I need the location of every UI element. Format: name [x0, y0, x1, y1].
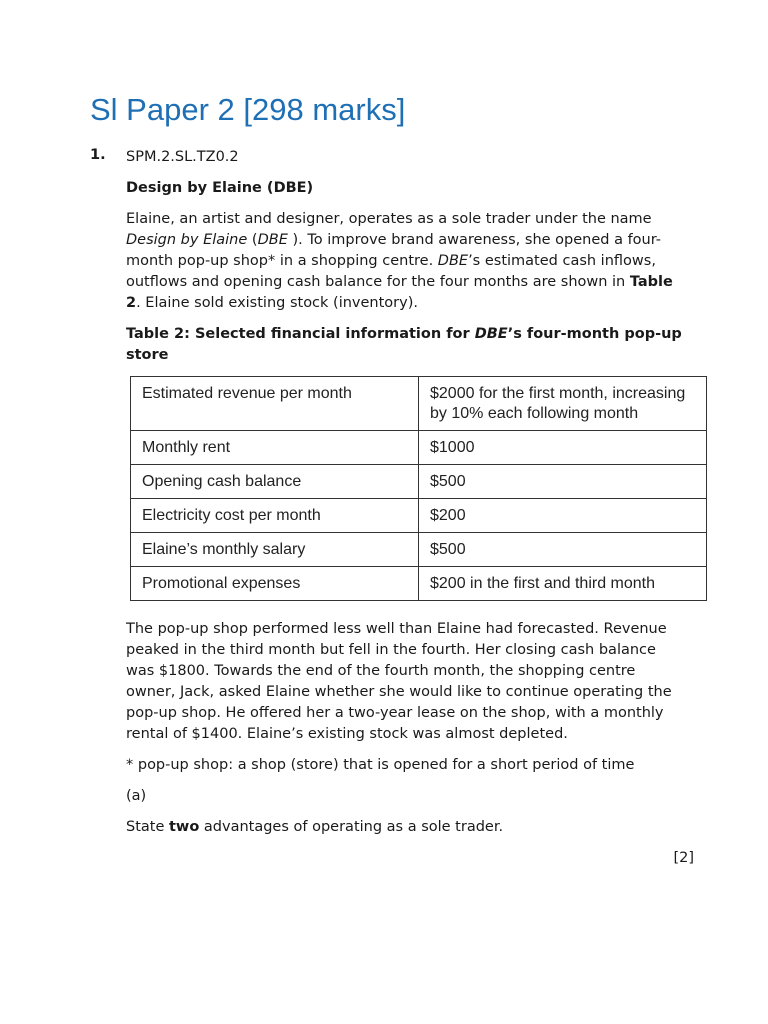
footnote: * pop-up shop: a shop (store) that is opened for a short period of time — [126, 757, 635, 773]
intro-paragraph — [126, 209, 686, 314]
page-title: Sl Paper 2 [298 marks] — [90, 92, 406, 127]
row-label: Opening cash balance — [131, 465, 419, 499]
table-row — [131, 533, 707, 567]
intro-text: ’s estimated cash inflows, outflows and opening cash balance for the four months are shown in — [126, 253, 656, 290]
part-label: (a) — [126, 788, 147, 804]
part-text: advantages of operating as a sole trader. — [199, 819, 504, 835]
table-row — [131, 431, 707, 465]
row-value: $200 — [419, 499, 707, 533]
table-row — [131, 499, 707, 533]
row-value: $500 — [419, 465, 707, 499]
row-value: $500 — [419, 533, 707, 567]
financial-info-table — [130, 376, 707, 601]
intro-text: ). To improve brand awareness, she opened a four-month pop-up shop* in a shopping centre. — [126, 232, 662, 269]
intro-text: ( — [247, 232, 258, 248]
row-value: $200 in the first and third month — [419, 567, 707, 601]
row-label: Estimated revenue per month — [131, 377, 419, 431]
body-paragraph: The pop-up shop performed less well than Elaine had forecasted. Revenue peaked in the third month but fell in the fourth. Her closing cash balance was $1800. Towards the end of the fourth month, the shopping centre owner, Jack, asked Elaine whether she would like to continue operating the pop-up shop. He offered her a two-year lease on the shop, with a monthly rental of $1400. Elaine’s existing stock was almost depleted. — [126, 621, 672, 742]
row-label: Monthly rent — [131, 431, 419, 465]
question-number: 1. — [90, 147, 106, 163]
caption-abbr: DBE — [474, 326, 508, 342]
intro-text: . Elaine sold existing stock (inventory). — [136, 295, 418, 311]
question-code: SPM.2.SL.TZ0.2 — [126, 149, 239, 165]
part-emphasis: two — [169, 819, 200, 835]
row-label: Elaine’s monthly salary — [131, 533, 419, 567]
business-abbr: DBE — [437, 253, 469, 269]
table-reference: Table 2 — [126, 274, 673, 311]
row-label: Electricity cost per month — [131, 499, 419, 533]
marks-allocation: [2] — [673, 850, 694, 866]
row-value: $1000 — [419, 431, 707, 465]
caption-text: Table 2: Selected financial information for — [126, 326, 475, 342]
question-content — [126, 147, 694, 869]
row-label: Promotional expenses — [131, 567, 419, 601]
table-row — [131, 567, 707, 601]
part-question — [126, 817, 686, 838]
row-value: $2000 for the first month, increasing by 10% each following month — [419, 377, 707, 431]
business-name: Design by Elaine — [126, 232, 248, 248]
table-caption — [126, 324, 686, 366]
table-row — [131, 377, 707, 431]
business-abbr: DBE — [257, 232, 288, 248]
caption-text: ’s four-month pop-up store — [126, 326, 682, 363]
part-text: State — [126, 819, 169, 835]
case-study-title: Design by Elaine (DBE) — [126, 180, 314, 196]
intro-text: Elaine, an artist and designer, operates as a sole trader under the name — [126, 211, 652, 227]
table-row — [131, 465, 707, 499]
